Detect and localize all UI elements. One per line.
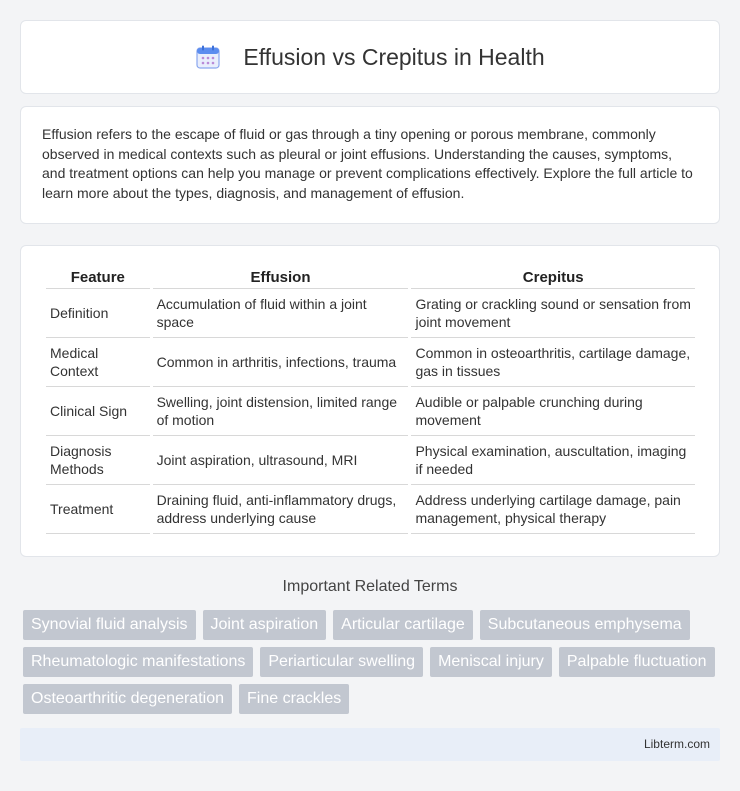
header-crepitus: Crepitus bbox=[411, 266, 695, 289]
feature-cell: Diagnosis Methods bbox=[46, 436, 150, 485]
related-terms-title: Important Related Terms bbox=[282, 578, 458, 595]
crepitus-cell: Physical examination, auscultation, imaging if needed bbox=[411, 436, 695, 485]
effusion-cell: Accumulation of fluid within a joint space bbox=[153, 289, 409, 338]
tag-meniscal-injury[interactable]: Meniscal injury bbox=[430, 647, 552, 677]
tag-synovial-fluid-analysis[interactable]: Synovial fluid analysis bbox=[23, 610, 196, 640]
footer bbox=[20, 728, 720, 761]
table-header-row bbox=[46, 266, 695, 289]
effusion-cell: Draining fluid, anti-inflammatory drugs, address underlying cause bbox=[153, 485, 409, 534]
effusion-cell: Swelling, joint distension, limited range of motion bbox=[153, 387, 409, 436]
crepitus-cell: Common in osteoarthritis, cartilage damage, gas in tissues bbox=[411, 338, 695, 387]
tag-fine-crackles[interactable]: Fine crackles bbox=[239, 684, 349, 714]
table-row bbox=[46, 485, 695, 534]
table-row bbox=[46, 289, 695, 338]
effusion-cell: Joint aspiration, ultrasound, MRI bbox=[153, 436, 409, 485]
feature-cell: Definition bbox=[46, 289, 150, 338]
intro-text: Effusion refers to the escape of fluid or gas through a tiny opening or porous membrane, commonly observed in medical contexts such as pleural or joint effusions. Understanding the causes, symptoms, and treatment options can help you manage or prevent complications effectively. Explore the full article to learn more about the types, diagnosis, and management of effusion. bbox=[42, 126, 693, 201]
tag-joint-aspiration[interactable]: Joint aspiration bbox=[203, 610, 327, 640]
header-effusion: Effusion bbox=[153, 266, 409, 289]
tag-palpable-fluctuation[interactable]: Palpable fluctuation bbox=[559, 647, 715, 677]
crepitus-cell: Address underlying cartilage damage, pain management, physical therapy bbox=[411, 485, 695, 534]
header-card bbox=[20, 20, 720, 94]
feature-cell: Treatment bbox=[46, 485, 150, 534]
table-row bbox=[46, 338, 695, 387]
intro-card bbox=[20, 106, 720, 224]
comparison-card bbox=[20, 245, 720, 557]
feature-cell: Clinical Sign bbox=[46, 387, 150, 436]
crepitus-cell: Grating or crackling sound or sensation from joint movement bbox=[411, 289, 695, 338]
tag-subcutaneous-emphysema[interactable]: Subcutaneous emphysema bbox=[480, 610, 690, 640]
tag-osteoarthritic-degeneration[interactable]: Osteoarthritic degeneration bbox=[23, 684, 232, 714]
feature-cell: Medical Context bbox=[46, 338, 150, 387]
tag-articular-cartilage[interactable]: Articular cartilage bbox=[333, 610, 473, 640]
tag-periarticular-swelling[interactable]: Periarticular swelling bbox=[260, 647, 423, 677]
crepitus-cell: Audible or palpable crunching during movement bbox=[411, 387, 695, 436]
tag-rheumatologic-manifestations[interactable]: Rheumatologic manifestations bbox=[23, 647, 253, 677]
table-row bbox=[46, 436, 695, 485]
header-feature: Feature bbox=[46, 266, 150, 289]
table-row bbox=[46, 387, 695, 436]
calendar-icon bbox=[195, 44, 221, 70]
related-terms-list bbox=[23, 610, 723, 714]
footer-brand-link[interactable]: Libterm.com bbox=[643, 737, 710, 751]
comparison-table bbox=[43, 266, 698, 534]
effusion-cell: Common in arthritis, infections, trauma bbox=[153, 338, 409, 387]
page-title: Effusion vs Crepitus in Health bbox=[243, 43, 545, 70]
